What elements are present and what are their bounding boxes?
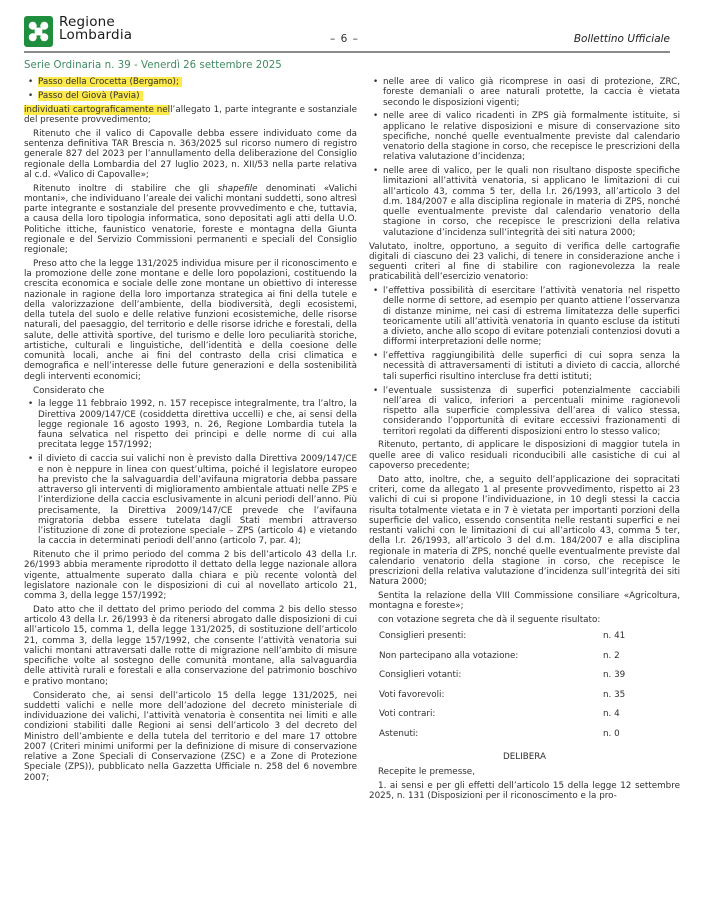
table-row — [379, 729, 625, 749]
logo-line-2: Lombardia — [59, 27, 133, 43]
vote-value: n. 35 — [603, 689, 626, 700]
series-line: Serie Ordinaria n. 39 - Venerdì 26 settembre 2025 — [24, 60, 282, 71]
paragraph: Considerato che, ai sensi dell’articolo 15 della legge 131/2025, nei suddetti valichi e nelle more dell’adozione del decreto ministeriale di individuazione dei valichi, l’attività venatoria è consentita nei limiti e alle condizioni stabiliti dalle Regioni ai sensi dell’articolo 3 del decreto del Ministro dell’ambiente e della tutela del territorio e del mare 17 ottobre 2007 (Criteri minimi uniformi per la definizione di misure di conservazione relative a Zone Speciali di Conservazione (ZSC) e a Zone di Protezione Speciale (ZPS)), pubblicato nella Gazzetta Ufficiale n. 258 del 6 novembre 2007; — [24, 690, 357, 783]
vote-label: Voti contrari: — [379, 709, 436, 720]
highlighted-text: individuati cartograficamente nel — [24, 104, 171, 115]
list-item: • l’effettiva possibilità di esercitare l’attività venatoria nel rispetto delle norme di settore, ad esempio per quanto attiene l’osservanza di distanze minime, nei casi di estrema limitatezza delle superfici teoricamente utili all’attività venatoria in quanto escluse da istituti a divieto, anche allo scopo di evitare potenziali contenziosi dovuti a difformi interpretazioni delle norme; — [369, 286, 680, 348]
paragraph-text: denominati «Valichi montani», che individuano l’areale dei valichi montani suddetti, sono altresì parte integrante e sostanziale del presente provvedimento e che, tuttavia, a causa della loro tipologia informatica, sono depositati agli atti della U.O. Politiche ittiche, faunistico venatorie, foreste e montagna della Giunta regionale e del Servizio Commissioni permanenti e speciali del Consiglio regionale; — [24, 183, 357, 256]
paragraph: 1. ai sensi e per gli effetti dell’articolo 15 della legge 12 settembre 2025, n. 131 (Disposizioni per il riconoscimento e la pro- — [369, 780, 680, 801]
logo-wordmark — [59, 16, 132, 42]
italic-term: shapefile — [217, 183, 258, 194]
list-item: • la legge 11 febbraio 1992, n. 157 recepisce integralmente, tra l’altro, la Direttiva 2009/147/CE (cosiddetta direttiva uccelli) e che, ai sensi della legge regionale 16 agosto 1993, n. 26, Regione Lombardia tutela la fauna selvatica nel rispetto dei principi e delle norme di cui alla precitata legge 157/1992; — [24, 399, 357, 450]
paragraph: con votazione segreta che dà il seguente risultato: — [378, 615, 601, 626]
vote-results-table — [379, 631, 625, 748]
vote-label: Astenuti: — [379, 728, 419, 739]
vote-value: n. 39 — [603, 670, 626, 681]
vote-value: n. 4 — [603, 709, 620, 720]
list-item — [24, 77, 357, 87]
vote-label: Voti favorevoli: — [379, 689, 445, 700]
list-item: • l’eventuale sussistenza di superfici potenzialmente cacciabili nell’area di valico, inferiori a percentuali minime ragionevoli rispetto alla superficie complessiva dell’area di valico stessa, considerando l’opportunità di evitare eccessivi frazionamenti di territori regolati da differenti disposizioni entro lo stesso valico; — [369, 386, 680, 437]
delibera-heading: DELIBERA — [503, 752, 546, 763]
paragraph: Preso atto che la legge 131/2025 individua misure per il riconoscimento e la promozione delle zone montane e delle loro popolazioni, costituendo la crescita economica e sociale delle zone montane un obiettivo di interesse nazionale in ragione della loro importanza strategica ai fini della tutele e della valorizzazione dell’ambiente, della biodiversità, degli ecosistemi, della tutela del suolo e delle relative funzioni ecosistemiche, delle risorse naturali, del paesaggio, del territorio e delle risorse idriche e forestali, della salute, delle attività sportive, del turismo e delle loro peculiarità storiche, artistiche, culturali e linguistiche, dell’identità e della coesione delle comunità locali, anche ai fini del contrasto della crisi climatica e demografica e nell’interesse delle future generazioni e della sostenibilità degli interventi economici; — [24, 258, 357, 382]
table-row — [379, 651, 625, 671]
considerato-list — [24, 399, 357, 546]
paragraph: Dato atto che il dettato del primo periodo del comma 2 bis dello stesso articolo 43 della l.r. 26/1993 è da ritenersi abrogato dalle disposizioni di cui all’articolo 15, comma 1, della legge 131/2025, di sostituzione dell’articolo 21, comma 3, della legge 157/1992, che consente l’attività venatoria sui valichi montani attraversati dalle rotte di migrazione nell’ambito di misure specifiche volte al sostegno delle comunità montane, alla salvaguardia delle attività rurali e forestali e alla conservazione del patrimonio boschivo e prativo montano; — [24, 604, 357, 687]
page-header — [24, 16, 330, 52]
right-column — [369, 77, 680, 805]
table-row — [379, 631, 625, 651]
highlighted-text: Passo del Giovà (Pavia) — [38, 91, 143, 101]
criteria-list — [369, 286, 680, 437]
paragraph: Considerato che — [33, 385, 105, 396]
vote-label: Consiglieri votanti: — [379, 670, 462, 681]
list-item: • l’effettiva raggiungibilità delle superfici di cui sopra senza la necessità di attraversamenti di istituti a divieto di caccia, allorché tali superfici risultino intercluse fra detti istituti; — [369, 351, 680, 382]
vote-label: Consiglieri presenti: — [379, 631, 467, 642]
vote-value: n. 41 — [603, 631, 626, 642]
paragraph: Recepite le premesse, — [378, 766, 475, 777]
valichi-list — [24, 77, 357, 101]
publication-title: Bollettino Ufficiale — [573, 33, 670, 45]
valico-rules-list — [369, 77, 680, 238]
paragraph: Dato atto, inoltre, che, a seguito dell’applicazione dei sopracitati criteri, come da allegato 1 al presente provvedimento, rispetto ai 23 valichi di cui si propone l’individuazione, in 10 degli stessi la caccia risulta totalmente vietata e in 7 è vietata per importanti porzioni della superficie del valico, essendo consentita nelle restanti superfici e nei restanti valichi con le limitazioni di cui all’articolo 43, comma 5 ter, della l.r. 26/1993, all’articolo 3 del d.m. 184/2007 e alla disciplina regionale in materia di ZPS, nonché quelle eventualmente previste dal calendario venatorio della stagione in corso, che recepisce le prescrizioni della relativa valutazione d’incidenza sull’integrità dei siti Natura 2000; — [369, 474, 680, 588]
list-item: • nelle aree di valico ricadenti in ZPS già formalmente istituite, si applicano le relative disposizioni e misure di conservazione sito specifiche, nonché quelle eventualmente previste dal calendario venatorio della stagione in corso, che recepisce le prescrizioni della relativa valutazione d’incidenza; — [369, 111, 680, 162]
table-row — [379, 670, 625, 690]
paragraph: Ritenuto, pertanto, di applicare le disposizioni di maggior tutela in quelle aree di valico residuali riconducibili alle casistiche di cui al capoverso precedente; — [369, 440, 680, 471]
list-item — [24, 91, 357, 101]
header-divider-right — [330, 51, 670, 53]
list-item: • nelle aree di valico già ricomprese in oasi di protezione, ZRC, foreste demaniali o aree naturali protette, la caccia è vietata secondo le disposizioni vigenti; — [369, 77, 680, 108]
paragraph: Ritenuto che il valico di Capovalle debba essere individuato come da sentenza definitiva TAR Brescia n. 363/2025 sul ricorso numero di registro generale 827 del 2023 per l’annullamento della deliberazione del Consiglio regionale della Lombardia del 27 luglio 2023, n. XII/53 nella parte relativa al c.d. «Valico di Capovalle»; — [24, 128, 357, 180]
vote-value: n. 2 — [603, 650, 620, 661]
paragraph-text: l’allegato 1, parte integrante e sostanziale del presente provvedimento; — [24, 104, 357, 125]
header-divider — [24, 51, 330, 53]
paragraph: Sentita la relazione della VIII Commissione consiliare «Agricoltura, montagna e foreste»; — [369, 591, 680, 612]
list-item: • nelle aree di valico, per le quali non risultano disposte specifiche limitazioni all’attività venatoria, si applicano le limitazioni di cui all’articolo 43, comma 5 ter, della l.r. 26/1993, all’articolo 3 del d.m. 184/2007 e alla disciplina regionale in materia di ZPS, nonché quelle eventualmente previste dal calendario venatorio della stagione in corso, che recepisce le prescrizioni della relativa valutazione d’incidenza sull’integrità dei siti natura 2000; — [369, 166, 680, 238]
vote-value: n. 0 — [603, 728, 620, 739]
paragraph-text: Ritenuto inoltre di stabilire che gli — [33, 183, 218, 194]
paragraph — [24, 105, 357, 126]
table-row — [379, 690, 625, 710]
vote-label: Non partecipano alla votazione: — [379, 650, 519, 661]
left-column — [24, 77, 357, 786]
highlighted-text: Passo della Crocetta (Bergamo); — [38, 77, 182, 87]
paragraph: Ritenuto che il primo periodo del comma 2 bis dell’articolo 43 della l.r. 26/1993 abbia meramente riprodotto il dettato della legge nazionale allora vigente, attualmente superato dalla chiara e più recente volontà del legislatore nazionale con le disposizioni di cui al novellato articolo 21, comma 3, della legge 157/1992; — [24, 550, 357, 602]
logo-line-1: Regione — [59, 14, 115, 30]
regione-lombardia-logo-icon — [24, 16, 53, 47]
page-number: – 6 – — [330, 33, 359, 45]
paragraph — [24, 184, 357, 256]
paragraph: Valutato, inoltre, opportuno, a seguito di verifica delle cartografie digitali di ciascuno dei 23 valichi, di tenere in considerazione anche i seguenti criteri al fine di stabilire con ragionevolezza la reale praticabilità dell’esercizio venatorio: — [369, 241, 680, 283]
list-item: • il divieto di caccia sui valichi non è previsto dalla Direttiva 2009/147/CE e non è neppure in linea con quest’ultima, poiché il legislatore europeo ha previsto che la salvaguardia dell’avifauna migratoria debba passare attraverso gli interventi di miglioramento ambientale attuati nelle ZPS e l’interdizione della caccia esclusivamente in alcuni periodi dell’anno. Più precisamente, la Direttiva 2009/147/CE prevede che l’avifauna migratoria debba essere tutelata dagli Stati membri attraverso l’istituzione di zone di protezione speciale – ZPS (articolo 4) e vietando la caccia in determinati periodi dell’anno (articolo 7, par. 4); — [24, 454, 357, 546]
table-row — [379, 709, 625, 729]
